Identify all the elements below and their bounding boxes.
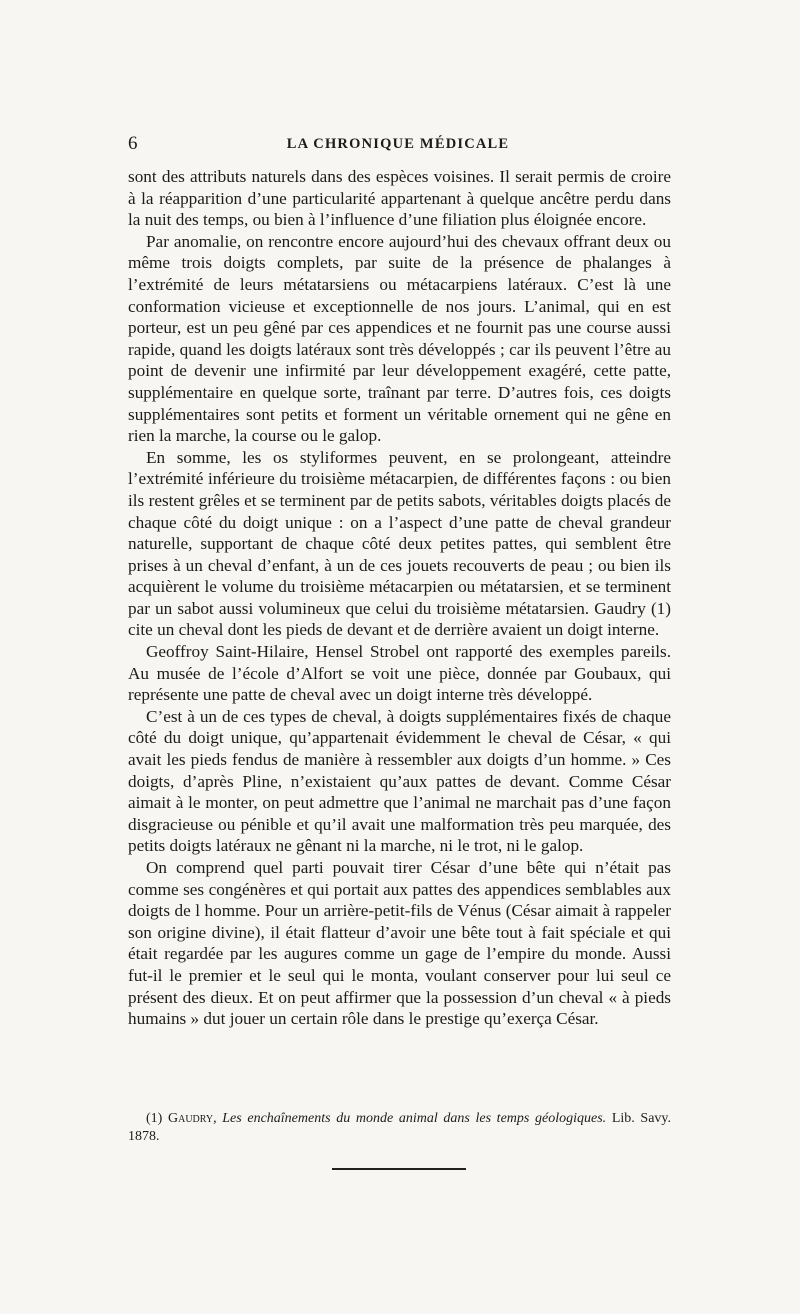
footnote-text [128,1110,671,1145]
page-header [128,133,668,157]
paragraph: sont des attributs naturels dans des espèces voisines. Il serait permis de croire à la réapparition d’une particularité appartenant à quelque ancêtre perdu dans la nuit des temps, ou bien à l’influence d’une filiation plus éloignée encore. [128,167,671,230]
end-rule [332,1168,466,1170]
paragraph: Par anomalie, on rencontre encore aujourd’hui des chevaux offrant deux ou même trois doigts complets, par suite de la présence de phalanges à l’extrémité de leurs métatarsiens ou métacarpiens latéraux. C’est là une conformation vicieuse et exceptionnelle de nos jours. L’animal, qui en est porteur, est un peu gêné par ces appendices et ne fournit pas une course aussi rapide, quand les doigts latéraux sont très développés ; car ils peuvent l’être au point de devenir une infirmité par leur développement exagéré, cette patte, supplémentaire en quelque sorte, traînant par terre. D’autres fois, ces doigts supplémentaires sont petits et forment un véritable ornement qui ne gêne en rien la marche, la course ou le galop. [128,231,671,446]
paragraph: Geoffroy Saint-Hilaire, Hensel Strobel ont rapporté des exemples pareils. Au musée de l’école d’Alfort se voit une pièce, donnée par Goubaux, qui représente une patte de cheval avec un doigt interne très développé. [128,642,671,705]
paragraph: C’est à un de ces types de cheval, à doigts supplémentaires fixés de chaque côté du doigt unique, qu’appartenait évidemment le cheval de César, « qui avait les pieds fendus de manière à ressembler aux doigts d’un homme. » Ces doigts, d’après Pline, n’existaient qu’aux pattes de devant. Comme César aimait à le monter, on peut admettre que l’animal ne marchait pas d’une façon disgracieuse ou pénible et qu’il avait une malformation très peu marquée, des petits doigts latéraux ne gênant ni la marche, ni le trot, ni le galop. [128,706,671,856]
footnote-author: Gaudry, [167,1111,217,1126]
page-number: 6 [128,133,138,154]
footnote [128,1110,671,1145]
running-title: LA CHRONIQUE MÉDICALE [286,136,510,152]
footnote-title: Les enchaînements du monde animal dans les temps géologiques. [222,1111,607,1126]
footnote-publisher: Lib. Savy. 1878. [128,1111,671,1144]
footnote-marker: (1) [146,1111,163,1126]
paragraph: On comprend quel parti pouvait tirer César d’une bête qui n’était pas comme ses congénères et qui portait aux pattes des appendices semblables aux doigts de l homme. Pour un arrière-petit-fils de Vénus (César aimait à rappeler son origine divine), il était flatteur d’avoir une bête tout à fait spéciale et qui était regardée par les augures comme un gage de l’empire du monde. Aussi fut-il le premier et le seul qui le monta, voulant conserver pour lui seul ce présent des dieux. Et on peut affirmer que la possession d’un cheval « à pieds humains » dut jouer un certain rôle dans le prestige qu’exerça César. [128,858,671,1029]
paragraph: En somme, les os styliformes peuvent, en se prolongeant, atteindre l’extrémité inférieure du troisième métacarpien, de différentes façons : ou bien ils restent grêles et se terminent par de petits sabots, véritables doigts placés de chaque côté du doigt unique : on a l’aspect d’une patte de cheval grandeur naturelle, supportant de chaque côté deux petites pattes, qui semblent être prises à un cheval d’enfant, à un de ces jouets recouverts de peau ; ou bien ils acquièrent le volume du troisième métacarpien ou métatarsien, et se terminent par un sabot aussi volumineux que celui du troisième métatarsien. Gaudry (1) cite un cheval dont les pieds de devant et de derrière avaient un doigt interne. [128,447,671,640]
body-text [128,166,671,1030]
